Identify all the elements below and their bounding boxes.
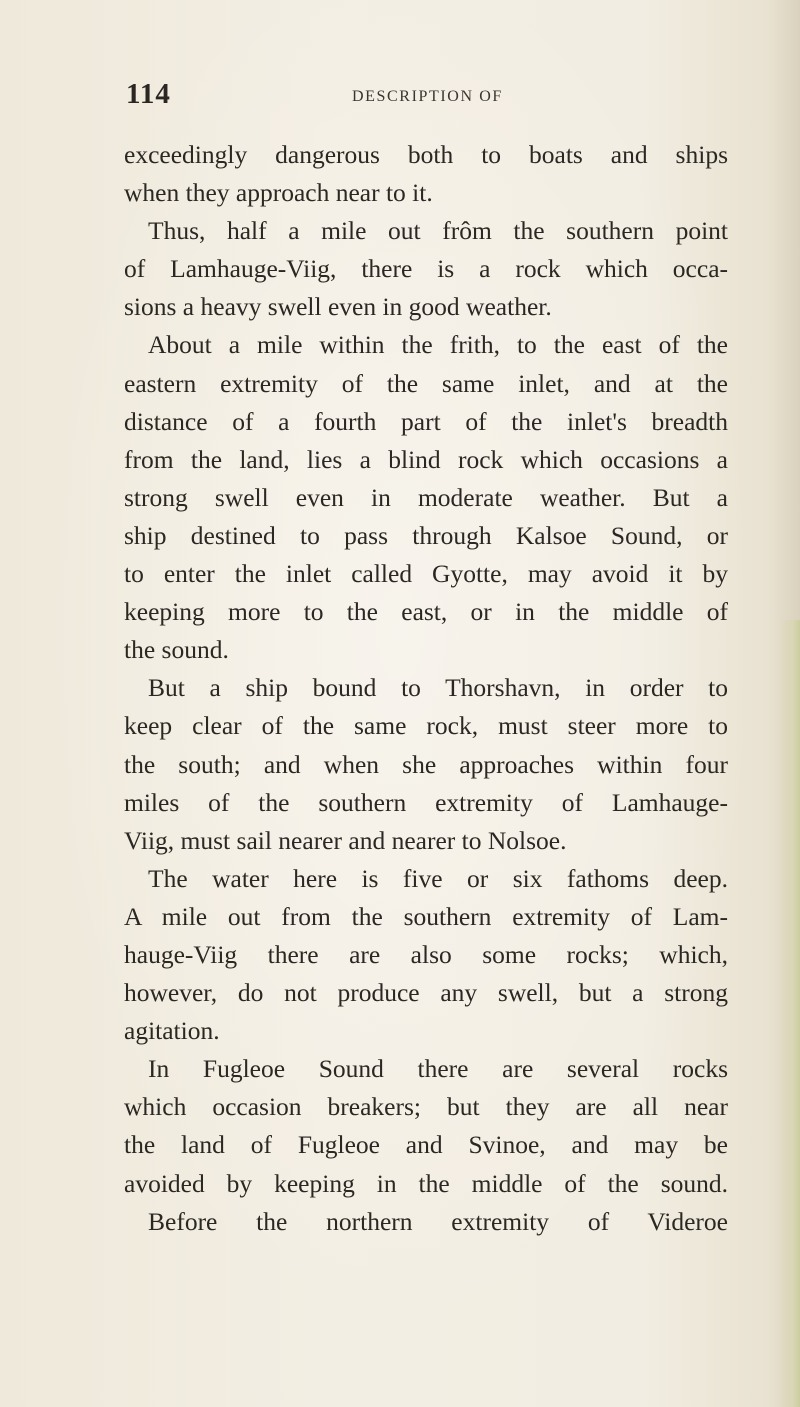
- text-line: The water here is five or six fathoms deep.: [148, 863, 728, 893]
- text-line: the land of Fugleoe and Svinoe, and may be: [124, 1130, 728, 1160]
- text-line: from the land, lies a blind rock which occasions a: [124, 444, 728, 474]
- text-line: ship destined to pass through Kalsoe Sound, or: [124, 520, 728, 550]
- text-line: which occasion breakers; but they are all near: [124, 1092, 728, 1122]
- body-text: [124, 136, 728, 1241]
- text-line: the south; and when she approaches within four: [124, 749, 728, 779]
- page-number: 114: [126, 78, 171, 110]
- text-line: miles of the southern extremity of Lamhauge-: [124, 787, 728, 817]
- text-line: sions a heavy swell even in good weather.: [124, 292, 552, 322]
- text-line: hauge-Viig there are also some rocks; which,: [124, 939, 728, 969]
- text-line: of Lamhauge-Viig, there is a rock which occa-: [124, 254, 728, 284]
- text-line: About a mile within the frith, to the east of the: [148, 330, 728, 360]
- text-line: exceedingly dangerous both to boats and ships: [124, 140, 728, 169]
- text-line: avoided by keeping in the middle of the sound.: [124, 1168, 728, 1198]
- text-line: Before the northern extremity of Videroe: [148, 1206, 728, 1236]
- text-line: to enter the inlet called Gyotte, may avoid it by: [124, 559, 728, 589]
- text-line: agitation.: [124, 1016, 220, 1046]
- text-line: But a ship bound to Thorshavn, in order to: [148, 673, 728, 703]
- running-title: DESCRIPTION OF: [352, 88, 503, 105]
- text-line: keeping more to the east, or in the middle of: [124, 597, 728, 627]
- text-line: strong swell even in moderate weather. But a: [124, 482, 728, 512]
- text-line: Viig, must sail nearer and nearer to Nolsoe.: [124, 825, 567, 855]
- text-line: eastern extremity of the same inlet, and at the: [124, 368, 728, 398]
- text-line: Thus, half a mile out frôm the southern point: [148, 216, 728, 246]
- text-line: In Fugleoe Sound there are several rocks: [148, 1054, 728, 1084]
- text-line: A mile out from the southern extremity of Lam-: [124, 901, 728, 931]
- text-line: however, do not produce any swell, but a strong: [124, 978, 728, 1008]
- text-line: keep clear of the same rock, must steer more to: [124, 711, 728, 741]
- text-line: distance of a fourth part of the inlet's breadth: [124, 406, 728, 436]
- running-head: [126, 78, 726, 118]
- text-line: the sound.: [124, 635, 229, 665]
- page-edge-discoloration: [778, 620, 800, 1407]
- text-line: when they approach near to it.: [124, 178, 433, 208]
